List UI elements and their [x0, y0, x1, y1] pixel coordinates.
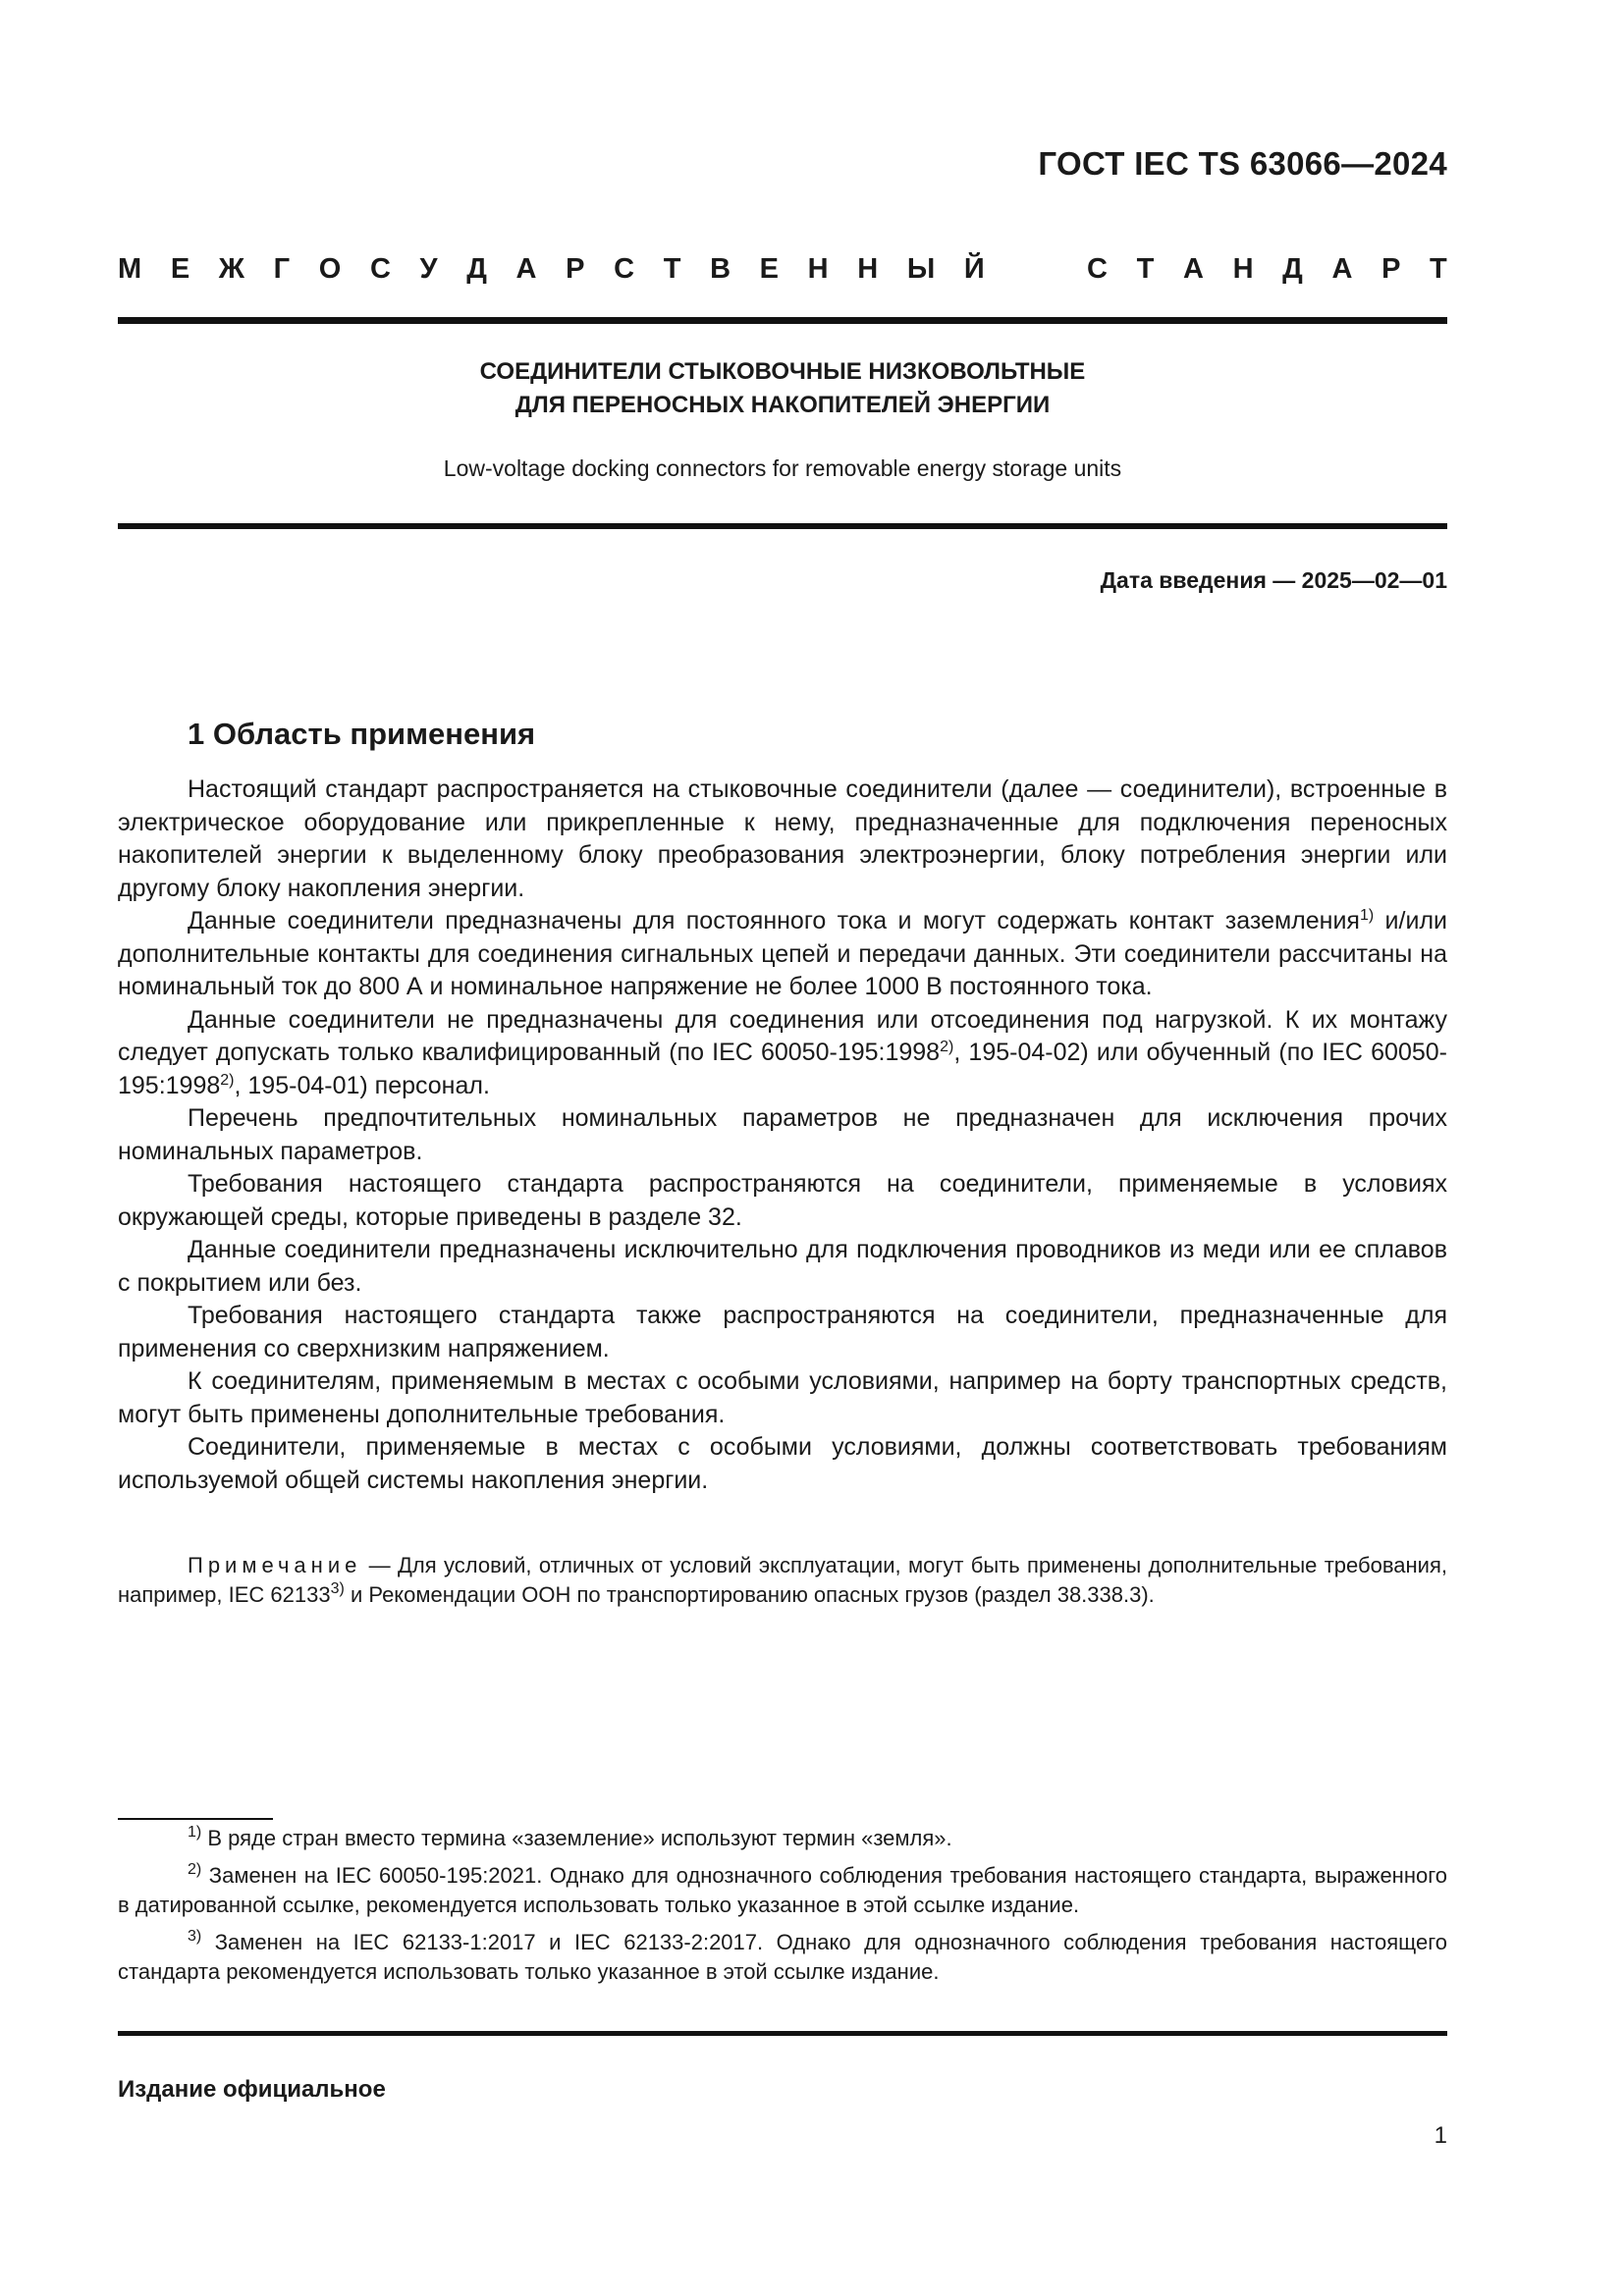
banner-letter: В	[710, 253, 731, 285]
footnote-mark: 1)	[188, 1824, 202, 1841]
paragraph: К соединителям, применяемым в местах с особыми условиями, например на борту транспортных средств, могут быть применены дополнительные требования.	[118, 1367, 1447, 1428]
paragraph: Соединители, применяемые в местах с особыми условиями, должны соответствовать требованиям используемой общей системы накопления энергии.	[118, 1433, 1447, 1494]
paragraph: Настоящий стандарт распространяется на стыковочные соединители (далее — соединители), встроенные в электрическое оборудование или прикрепленные к нему, предназначенные для подключения переносных накопителей энергии к выделенному блоку преобразования электроэнергии, блоку потребления энергии или другому блоку накопления энергии.	[118, 775, 1447, 902]
paragraph-text: и/или дополнительные контакты для соединения сигнальных цепей и передачи данных. Эти соединители рассчитаны на номинальный ток до 800 А и номинальное напряжение не более 1000 В постоянного тока.	[118, 907, 1447, 1000]
banner-letter: Е	[759, 253, 780, 285]
paragraph-text: Данные соединители не предназначены для соединения или отсоединения под нагрузкой. К их монтажу следует допускать только квалифицированный (по IEC 60050-195:1998	[118, 1005, 1447, 1066]
banner-letter: Ж	[218, 253, 245, 285]
title-line-2: ДЛЯ ПЕРЕНОСНЫХ НАКОПИТЕЛЕЙ ЭНЕРГИИ	[514, 392, 1051, 418]
banner-letter: Р	[1381, 253, 1401, 285]
banner-letter: Ы	[906, 253, 936, 285]
footnote-ref: 2)	[940, 1039, 954, 1055]
footnote-mark: 3)	[188, 1928, 202, 1945]
footnote-ref: 3)	[330, 1580, 345, 1597]
document-title	[118, 355, 1447, 422]
banner-letter: М	[118, 253, 142, 285]
footer-divider	[118, 2031, 1447, 2036]
banner-letter: Д	[1282, 253, 1303, 285]
banner-word-gap	[1013, 253, 1057, 286]
note-text: и Рекомендации ООН по транспортированию опасных грузов (раздел 38.338.3).	[344, 1582, 1155, 1607]
title-divider	[118, 523, 1447, 529]
footnote	[118, 1861, 1447, 1920]
footnote	[118, 1824, 1447, 1853]
document-code: ГОСТ IEC TS 63066—2024	[1038, 145, 1447, 182]
paragraph: Перечень предпочтительных номинальных параметров не предназначен для исключения прочих номинальных параметров.	[118, 1104, 1447, 1165]
footnotes	[118, 1824, 1447, 1995]
paragraph-text: Данные соединители предназначены для постоянного тока и могут содержать контакт заземления	[188, 907, 1360, 934]
paragraph	[118, 1004, 1447, 1103]
footnote-text: Заменен на IEC 62133-1:2017 и IEC 62133-2:2017. Однако для однозначного соблюдения требования настоящего стандарта рекомендуется использовать только указанное в этой ссылке издание.	[118, 1930, 1447, 1984]
banner-letter: С	[1087, 253, 1108, 285]
standard-banner	[118, 253, 1447, 286]
note-label: Примечание	[188, 1553, 362, 1577]
banner-letter: Н	[857, 253, 879, 285]
banner-letter: Е	[170, 253, 190, 285]
paragraph: Данные соединители предназначены исключительно для подключения проводников из меди или ее сплавов с покрытием или без.	[118, 1236, 1447, 1297]
note	[118, 1551, 1447, 1610]
footnote-text: Заменен на IEC 60050-195:2021. Однако для однозначного соблюдения требования настоящего стандарта, выраженного в датированной ссылке, рекомендуется использовать только указанное в этой ссылке издание.	[118, 1863, 1447, 1917]
footnote-text: В ряде стран вместо термина «заземление» используют термин «земля».	[201, 1826, 952, 1850]
footnote	[118, 1928, 1447, 1987]
footnote-separator	[118, 1818, 273, 1820]
introduction-date: Дата введения — 2025—02—01	[1100, 567, 1447, 593]
page-number: 1	[1434, 2122, 1447, 2149]
banner-letter: А	[1331, 253, 1353, 285]
banner-letter: О	[318, 253, 342, 285]
banner-letter: Й	[963, 253, 985, 285]
paragraph: Требования настоящего стандарта распространяются на соединители, применяемые в условиях окружающей среды, которые приведены в разделе 32.	[118, 1170, 1447, 1231]
banner-letter: С	[369, 253, 391, 285]
banner-letter: Н	[1232, 253, 1254, 285]
banner-letter: Т	[1136, 253, 1155, 285]
paragraph: Требования настоящего стандарта также распространяются на соединители, предназначенные для применения со сверхнизким напряжением.	[118, 1302, 1447, 1362]
banner-letter: Г	[273, 253, 291, 285]
title-line-1: СОЕДИНИТЕЛИ СТЫКОВОЧНЫЕ НИЗКОВОЛЬТНЫЕ	[479, 358, 1086, 385]
english-title: Low-voltage docking connectors for removable energy storage units	[443, 455, 1122, 481]
footnote-ref: 1)	[1359, 907, 1375, 924]
banner-letter: А	[1182, 253, 1204, 285]
footnote-mark: 2)	[188, 1861, 202, 1878]
official-edition-label: Издание официальное	[118, 2076, 386, 2103]
paragraph-text: , 195-04-01) персонал.	[234, 1071, 490, 1099]
banner-letter: С	[614, 253, 635, 285]
banner-letter: А	[515, 253, 537, 285]
banner-letter: Р	[566, 253, 585, 285]
header-divider	[118, 317, 1447, 324]
banner-letter: У	[419, 253, 438, 285]
section-body	[118, 774, 1447, 1497]
paragraph	[118, 905, 1447, 1004]
note-text: — Для условий, отличных от условий эксплуатации, могут быть применены дополнительные требования, например, IEC 62133	[118, 1553, 1447, 1607]
banner-letter: Н	[807, 253, 829, 285]
banner-letter: Т	[663, 253, 681, 285]
paragraph-text: , 195-04-02) или обученный (по IEC 60050-195:1998	[118, 1039, 1447, 1099]
section-heading: 1 Область применения	[188, 717, 536, 751]
banner-letter: Д	[466, 253, 487, 285]
footnote-ref: 2)	[220, 1071, 235, 1089]
banner-letter: Т	[1430, 253, 1447, 285]
